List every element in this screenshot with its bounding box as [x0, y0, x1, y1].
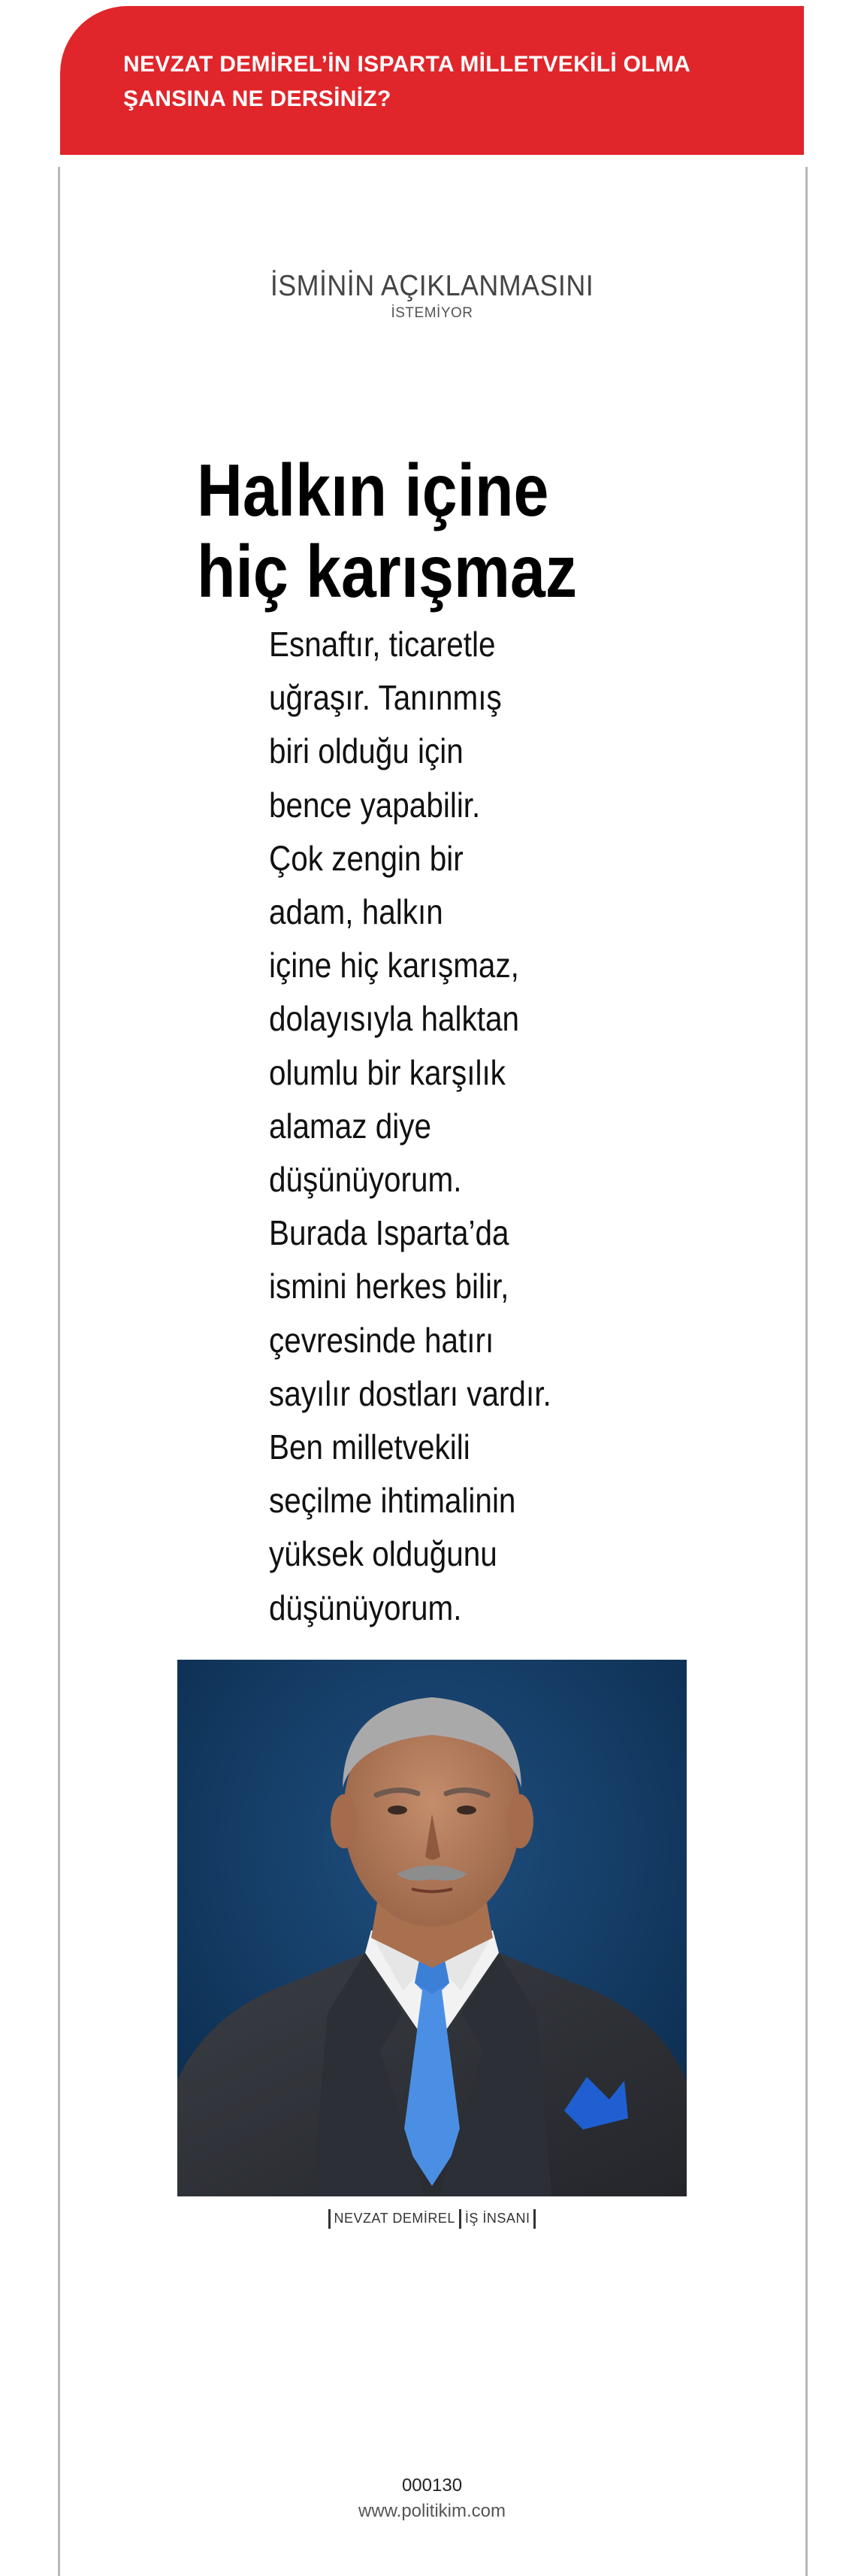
body-line: ismini herkes bilir,	[269, 1267, 509, 1306]
article-headline	[197, 450, 688, 612]
header-title	[123, 47, 789, 117]
caption-divider	[459, 2209, 461, 2229]
caption-divider	[328, 2209, 331, 2229]
article-body	[269, 618, 660, 1635]
page-footer	[0, 2473, 864, 2524]
portrait-photo	[177, 1660, 687, 2196]
page-code: 000130	[401, 2475, 463, 2496]
body-line: bence yapabilir.	[269, 785, 481, 825]
headline-line-2: hiç karışmaz	[197, 530, 577, 613]
photo-caption	[0, 2205, 864, 2231]
body-line: dolayısıyla halktan	[269, 999, 520, 1039]
body-line: seçilme ihtimalinin	[269, 1481, 516, 1521]
body-line: düşünüyorum.	[269, 1160, 462, 1200]
header-banner	[60, 6, 804, 155]
body-line: Burada Isparta’da	[269, 1213, 509, 1253]
headline-line-1: Halkın içine	[197, 449, 549, 531]
portrait-illustration	[177, 1660, 687, 2196]
body-line: Esnaftır, ticaretle	[269, 625, 496, 664]
caption-name: NEVZAT DEMİREL	[334, 2211, 455, 2226]
body-line: Çok zengin bir	[269, 838, 464, 878]
body-line: olumlu bir karşılık	[269, 1052, 506, 1092]
body-line: içine hiç karışmaz,	[269, 946, 519, 985]
caption-role: İŞ İNSANI	[464, 2211, 530, 2226]
header-title-line-1: NEVZAT DEMİREL’İN ISPARTA MİLLETVEKİLİ OLMA	[123, 52, 691, 77]
body-line: yüksek olduğunu	[269, 1534, 497, 1574]
source-label: İSMİNİN AÇIKLANMASINI	[270, 270, 594, 302]
body-line: biri olduğu için	[269, 731, 464, 771]
body-line: uğraşır. Tanınmış	[269, 678, 502, 718]
caption-divider	[533, 2209, 536, 2229]
header-title-line-2: ŞANSINA NE DERSİNİZ?	[123, 86, 391, 111]
source-sublabel: İSTEMİYOR	[391, 305, 473, 321]
site-link[interactable]: www.politikim.com	[358, 2501, 506, 2521]
body-line: Ben milletvekili	[269, 1427, 470, 1467]
body-line: alamaz diye	[269, 1106, 431, 1146]
source-block	[0, 269, 864, 323]
body-line: adam, halkın	[269, 892, 443, 932]
body-line: düşünüyorum.	[269, 1588, 462, 1627]
body-line: çevresinde hatırı	[269, 1320, 494, 1360]
body-line: sayılır dostları vardır.	[269, 1373, 551, 1413]
